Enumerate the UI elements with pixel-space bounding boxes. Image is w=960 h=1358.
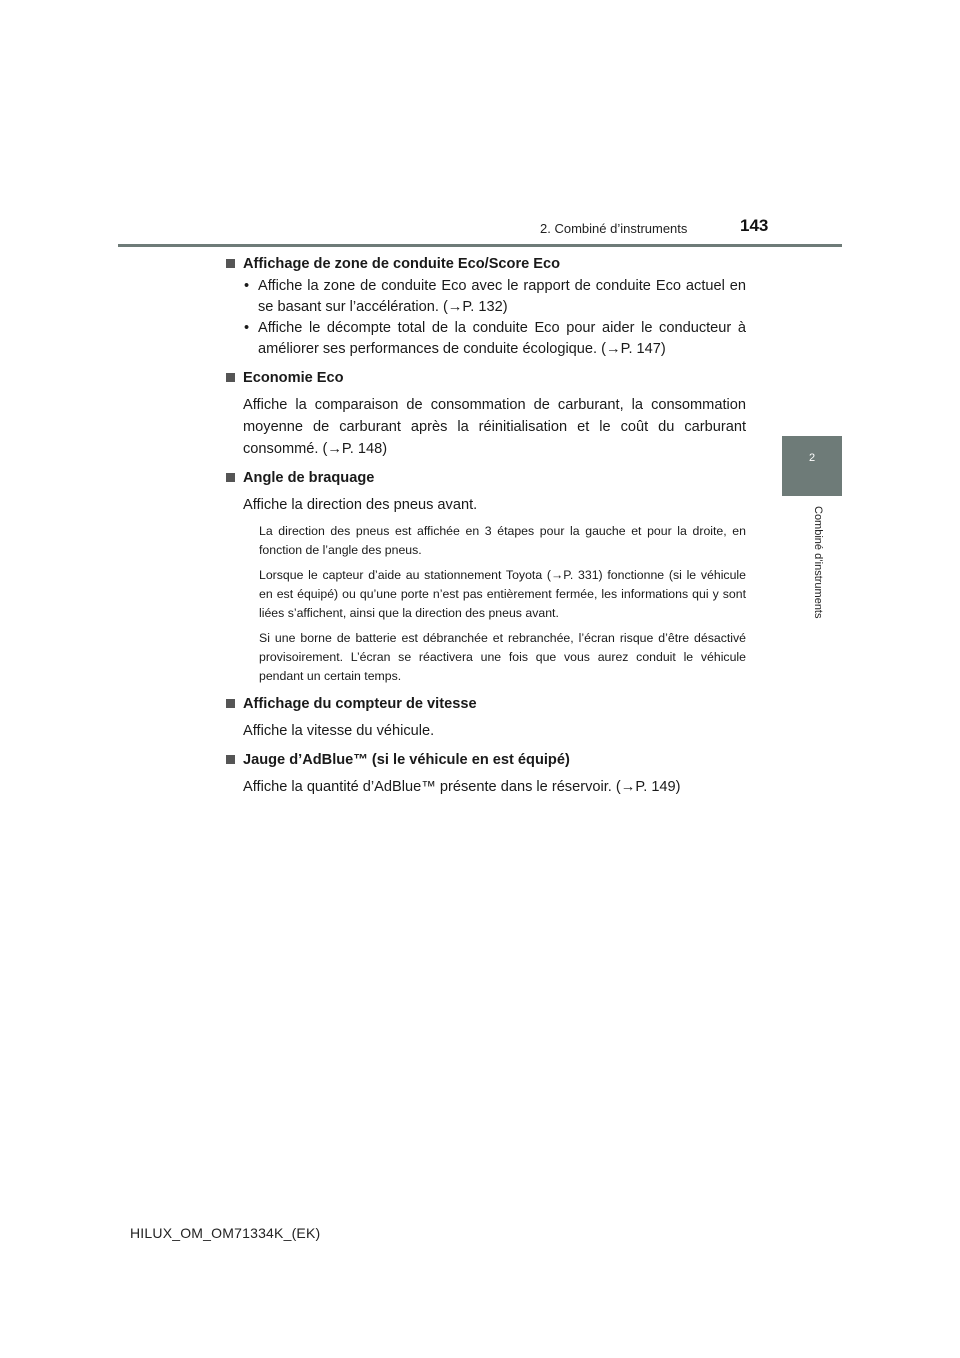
- section-steering-angle: [224, 468, 746, 686]
- section-text: Affiche la direction des pneus avant.: [243, 497, 478, 513]
- section-title: Angle de braquage: [243, 470, 375, 486]
- chapter-title: 2. Combiné d’instruments: [540, 221, 688, 236]
- note: Si une borne de batterie est débranchée et rebranchée, l’écran risque d’être désactivé provisoirement. L’écran se réactivera une fois que vous aurez conduit le véhicule pendant un certain temps.: [259, 631, 746, 683]
- bullet-dot-icon: •: [244, 320, 250, 336]
- section-eco-economy: [224, 368, 746, 460]
- page-number: 143: [740, 216, 769, 235]
- square-bullet-icon: [226, 373, 235, 382]
- document-code: HILUX_OM_OM71334K_(EK): [130, 1225, 321, 1241]
- section-text: Affiche la vitesse du véhicule.: [243, 723, 435, 739]
- section-speedometer: [224, 694, 746, 742]
- section-title: Affichage du compteur de vitesse: [243, 696, 477, 712]
- header-rule: [118, 244, 842, 247]
- section-title: Economie Eco: [243, 370, 344, 386]
- section-eco-zone: [224, 254, 746, 360]
- square-bullet-icon: [226, 755, 235, 764]
- section-title: Jauge d’AdBlue™ (si le véhicule en est équipé): [243, 752, 570, 768]
- chapter-side-label: Combiné d’instruments: [812, 506, 824, 619]
- section-text: Affiche la comparaison de consommation de carburant, la consommation moyenne de carburant après la réinitialisation et le coût du carburant consommé. (→P. 148): [243, 397, 746, 457]
- list-item: • Affiche la zone de conduite Eco avec le rapport de conduite Eco actuel en se basant sur l’accélération. (→P. 132): [244, 278, 746, 315]
- section-title: Affichage de zone de conduite Eco/Score Eco: [243, 256, 561, 272]
- note: La direction des pneus est affichée en 3 étapes pour la gauche et pour la droite, en fonction de l’angle des pneus.: [259, 524, 746, 557]
- square-bullet-icon: [226, 473, 235, 482]
- chapter-tab[interactable]: [782, 436, 842, 496]
- bullet-dot-icon: •: [244, 278, 250, 294]
- list-item: • Affiche le décompte total de la conduite Eco pour aider le conducteur à améliorer ses performances de conduite écologique. (→P. 147): [244, 320, 746, 357]
- notes: [224, 522, 746, 686]
- note: Lorsque le capteur d’aide au stationnement Toyota (→P. 331) fonctionne (si le véhicule en est équipé) ou qu’une porte n’est pas entièrement fermée, les informations qui y sont liées s’affichent, ainsi que la direction des pneus avant.: [259, 568, 746, 620]
- chapter-tab-number: 2: [808, 452, 816, 464]
- square-bullet-icon: [226, 699, 235, 708]
- square-bullet-icon: [226, 259, 235, 268]
- page-content: [224, 254, 746, 806]
- section-text: Affiche la quantité d’AdBlue™ présente dans le réservoir. (→P. 149): [243, 779, 681, 795]
- section-adblue: [224, 750, 746, 798]
